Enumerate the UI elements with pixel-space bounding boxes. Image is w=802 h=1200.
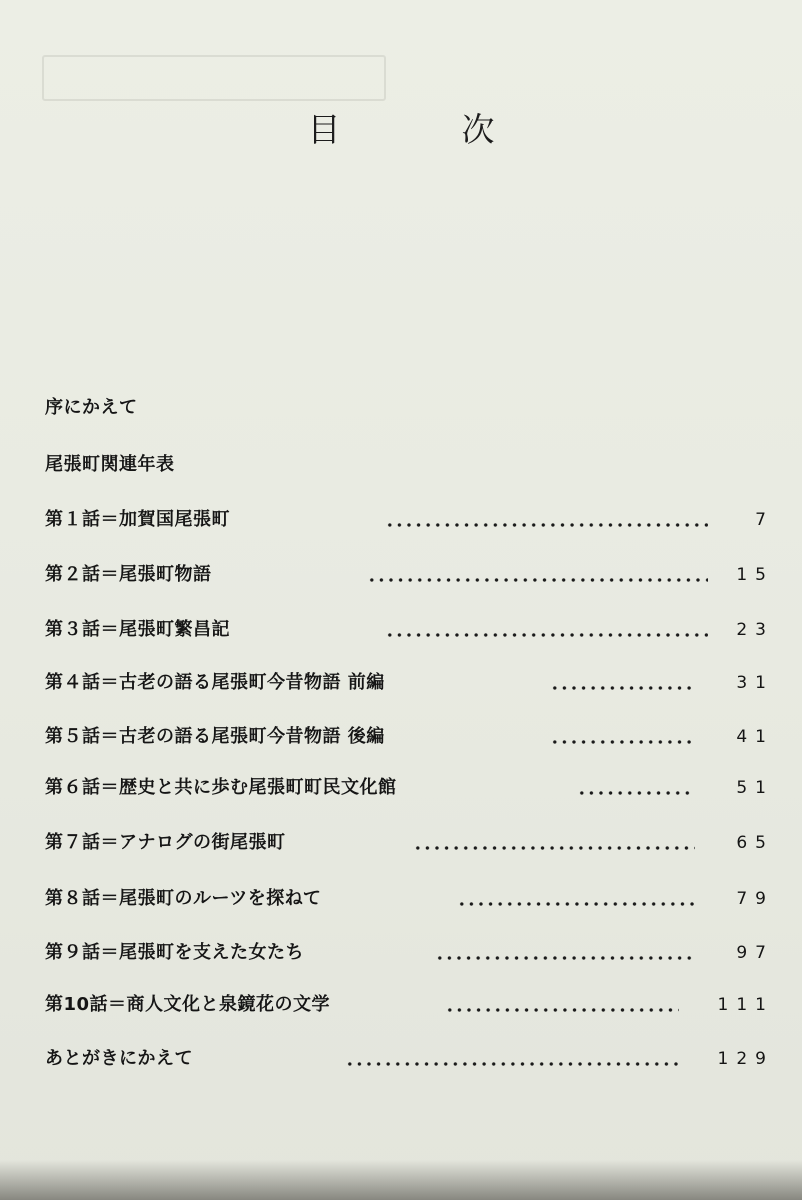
toc-entry — [45, 938, 774, 968]
toc-entry-page-number: 111 — [717, 995, 774, 1015]
toc-entry — [45, 990, 774, 1020]
dot-leader — [457, 902, 695, 906]
toc-entry-title: 序にかえて — [45, 397, 138, 418]
toc-entry-title: 尾張町関連年表 — [45, 454, 175, 475]
toc-entry-page-number: 65 — [736, 833, 774, 853]
dot-leader — [413, 846, 695, 850]
toc-entry — [45, 505, 774, 535]
toc-entry-title: 第４話＝古老の語る尾張町今昔物語 前編 — [45, 672, 385, 693]
toc-entry — [45, 450, 766, 480]
dot-leader — [367, 578, 708, 582]
toc-entry-title: 第３話＝尾張町繁昌記 — [45, 619, 230, 640]
toc-entry — [45, 884, 774, 914]
toc-entry-title: 第８話＝尾張町のルーツを探ねて — [45, 888, 322, 909]
dot-leader — [385, 633, 708, 637]
toc-entry-page-number: 129 — [717, 1049, 774, 1069]
toc-entry — [45, 393, 766, 423]
dot-leader — [385, 523, 708, 527]
dot-leader — [577, 791, 695, 795]
toc-entry — [45, 560, 774, 590]
toc-entry-page-number: 7 — [755, 510, 774, 530]
toc-entry — [45, 722, 774, 752]
toc-entry-title: 第10話＝商人文化と泉鏡花の文学 — [45, 994, 331, 1015]
toc-entry-title: 第５話＝古老の語る尾張町今昔物語 後編 — [45, 726, 385, 747]
toc-entry — [45, 615, 774, 645]
page-title: 目 次 — [307, 110, 539, 149]
toc-entry-title: 第９話＝尾張町を支えた女たち — [45, 942, 304, 963]
toc-entry — [45, 773, 774, 803]
toc-entry-page-number: 51 — [736, 778, 774, 798]
toc-entry — [45, 828, 774, 858]
toc-entry-page-number: 41 — [736, 727, 774, 747]
dot-leader — [550, 740, 695, 744]
show-through-frame — [42, 55, 386, 101]
toc-entry — [45, 1044, 774, 1074]
dot-leader — [435, 956, 695, 960]
dot-leader — [550, 686, 695, 690]
toc-entry-page-number: 97 — [736, 943, 774, 963]
toc-entry-page-number: 31 — [736, 673, 774, 693]
toc-entry-title: 第１話＝加賀国尾張町 — [45, 509, 230, 530]
toc-entry-title: 第７話＝アナログの街尾張町 — [45, 832, 286, 853]
toc-entry-page-number: 79 — [736, 889, 774, 909]
dot-leader — [345, 1062, 679, 1066]
toc-entry-page-number: 15 — [736, 565, 774, 585]
toc-entry-page-number: 23 — [736, 620, 774, 640]
toc-entry — [45, 668, 774, 698]
toc-entry-title: 第６話＝歴史と共に歩む尾張町町民文化館 — [45, 777, 397, 798]
dot-leader — [445, 1008, 679, 1012]
toc-entry-title: 第２話＝尾張町物語 — [45, 564, 212, 585]
toc-entry-title: あとがきにかえて — [45, 1048, 193, 1069]
